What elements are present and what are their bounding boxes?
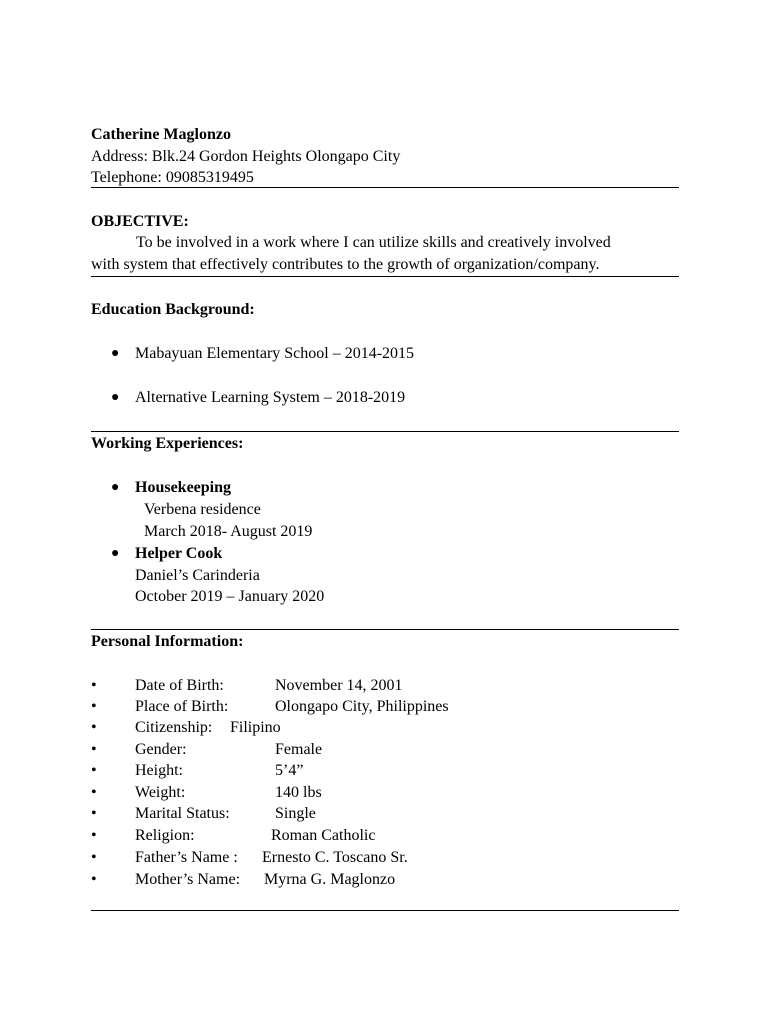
- bullet-icon: •: [91, 784, 97, 801]
- personal-label: Date of Birth:: [135, 677, 224, 694]
- personal-value: 140 lbs: [275, 784, 322, 801]
- job-employer: Daniel’s Carinderia: [135, 567, 260, 584]
- job-title: Housekeeping: [135, 479, 232, 496]
- bullet-icon: •: [91, 741, 97, 758]
- work-heading: Working Experiences:: [91, 435, 244, 452]
- personal-value: Myrna G. Maglonzo: [264, 871, 396, 888]
- divider: [91, 276, 679, 277]
- personal-label: Weight:: [135, 784, 186, 801]
- bullet-icon: •: [91, 677, 97, 694]
- bullet-icon: •: [91, 762, 97, 779]
- personal-label: Father’s Name :: [135, 849, 238, 866]
- resume-page: [91, 0, 679, 1024]
- applicant-name: Catherine Maglonzo: [91, 126, 231, 143]
- objective-text-line-1: To be involved in a work where I can utilize skills and creatively involved: [136, 234, 611, 251]
- bullet-icon: •: [91, 871, 97, 888]
- education-item: Alternative Learning System – 2018-2019: [135, 389, 406, 406]
- address-line: Address: Blk.24 Gordon Heights Olongapo City: [91, 148, 401, 165]
- objective-heading: OBJECTIVE:: [91, 213, 189, 230]
- personal-value: Roman Catholic: [271, 827, 376, 844]
- objective-text-line-2: with system that effectively contributes to the growth of organization/company.: [91, 256, 600, 273]
- personal-value: November 14, 2001: [275, 677, 403, 694]
- personal-label: Marital Status:: [135, 805, 230, 822]
- personal-value: Filipino: [230, 719, 281, 736]
- personal-label: Gender:: [135, 741, 187, 758]
- bullet-icon: •: [91, 849, 97, 866]
- bullet-icon: ●: [111, 390, 120, 405]
- personal-value: 5’4”: [275, 762, 304, 779]
- personal-label: Citizenship:: [135, 719, 213, 736]
- bullet-icon: ●: [111, 546, 120, 561]
- personal-value: Olongapo City, Philippines: [275, 698, 449, 715]
- personal-value: Ernesto C. Toscano Sr.: [262, 849, 408, 866]
- bullet-icon: ●: [111, 346, 120, 361]
- bullet-icon: •: [91, 805, 97, 822]
- personal-value: Female: [275, 741, 323, 758]
- bullet-icon: •: [91, 698, 97, 715]
- telephone-line: Telephone: 09085319495: [91, 169, 254, 186]
- divider: [91, 431, 679, 432]
- job-period: March 2018- August 2019: [144, 523, 313, 540]
- divider: [91, 629, 679, 630]
- bullet-icon: ●: [111, 480, 120, 495]
- education-item: Mabayuan Elementary School – 2014-2015: [135, 345, 415, 362]
- personal-heading: Personal Information:: [91, 633, 244, 650]
- personal-label: Mother’s Name:: [135, 871, 241, 888]
- job-title: Helper Cook: [135, 545, 223, 562]
- bullet-icon: •: [91, 827, 97, 844]
- divider: [91, 910, 679, 911]
- divider: [91, 187, 679, 188]
- personal-label: Religion:: [135, 827, 195, 844]
- job-employer: Verbena residence: [144, 501, 261, 518]
- bullet-icon: •: [91, 719, 97, 736]
- job-period: October 2019 – January 2020: [135, 588, 325, 605]
- personal-label: Place of Birth:: [135, 698, 229, 715]
- personal-value: Single: [275, 805, 316, 822]
- education-heading: Education Background:: [91, 301, 255, 318]
- personal-label: Height:: [135, 762, 183, 779]
